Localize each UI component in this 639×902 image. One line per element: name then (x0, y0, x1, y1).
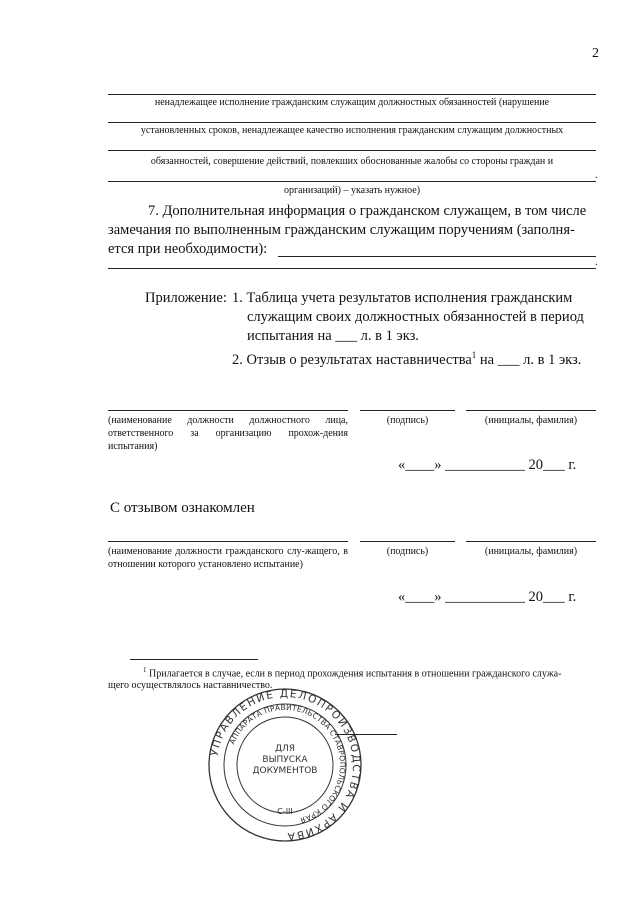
end-period: . (595, 170, 598, 181)
stamp-seal-graphic (205, 685, 365, 845)
signature-caption: (подпись) (386, 546, 429, 557)
name-line (466, 410, 596, 411)
stamp-center-line3: ДОКУМЕНТОВ (252, 766, 318, 776)
position-caption: (наименование должности гражданского слу-жащего, в отношении которого установлено испытание) (108, 546, 348, 570)
footnote-text: Прилагается в случае, если в период прохождения испытания в отношении гражданского служа- (146, 668, 562, 680)
date-field: «____» ___________ 20___ г. (398, 457, 577, 473)
date-field: «____» ___________ 20___ г. (398, 589, 577, 605)
caption-line-4: организаций) – указать нужное) (283, 185, 421, 196)
stamp-code: С-III (277, 807, 293, 816)
item7-line1: 7. Дополнительная информация о гражданском служащем, в том числе (148, 203, 587, 219)
stamp-inner-text: АППАРАТА ПРАВИТЕЛЬСТВА СТАВРОПОЛЬСКОГО КРАЯ (227, 702, 348, 825)
item7-line2: замечания по выполненным гражданским служащим поручениям (заполня- (108, 222, 575, 238)
appendix-item2 (232, 347, 581, 369)
name-caption: (инициалы, фамилия) (484, 546, 578, 557)
signature-caption: (подпись) (386, 415, 429, 426)
position-line (108, 410, 348, 411)
position-line (108, 541, 348, 542)
page-number: 2 (592, 46, 599, 61)
acquainted-heading: С отзывом ознакомлен (110, 500, 255, 516)
caption-line-2: установленных сроков, ненадлежащее качество исполнения гражданским служащим должностных (140, 125, 564, 136)
stamp-signature-line (335, 734, 397, 735)
signature-line (360, 410, 455, 411)
footnote-line2: щего осуществлялось наставничество. (108, 680, 273, 691)
footnote-marker: 1 (143, 666, 147, 674)
stamp-outer-text: УПРАВЛЕНИЕ ДЕЛОПРОИЗВОДСТВА И АРХИВА (208, 687, 363, 843)
fill-line (108, 150, 596, 151)
signature-line (360, 541, 455, 542)
name-line (466, 541, 596, 542)
appendix-item2-text: 2. Отзыв о результатах наставничества (232, 351, 472, 368)
caption-line-1: ненадлежащее исполнение гражданским служащим должностных обязанностей (нарушение (154, 97, 550, 108)
fill-line (108, 122, 596, 123)
appendix-item2-pages: на ___ л. в 1 экз. (476, 351, 582, 368)
name-caption: (инициалы, фамилия) (484, 415, 578, 426)
fill-line (108, 268, 596, 269)
footnote-separator (130, 659, 258, 660)
position-caption: (наименование должности должностного лица, ответственного за организацию прохож-дения испытания) (108, 415, 348, 452)
end-period: . (595, 257, 598, 268)
appendix-item1-line1: 1. Таблица учета результатов исполнения гражданским (232, 290, 573, 306)
appendix-item1-line2: служащим своих должностных обязанностей в период (247, 309, 584, 325)
footnote-line1 (143, 666, 561, 679)
fill-line (278, 256, 596, 257)
stamp-center-line1: ДЛЯ (274, 744, 296, 754)
fill-line (108, 94, 596, 95)
item7-line3: ется при необходимости): (108, 241, 268, 257)
fill-line (108, 181, 596, 182)
stamp-seal (205, 685, 365, 845)
appendix-label: Приложение: (145, 290, 227, 306)
stamp-center-line2: ВЫПУСКА (262, 755, 308, 765)
caption-line-3: обязанностей, совершение действий, повлекших обоснованные жалобы со стороны граждан и (150, 156, 554, 167)
footnote-ref: 1 (471, 350, 477, 360)
appendix-item1-line3: испытания на ___ л. в 1 экз. (247, 328, 419, 344)
